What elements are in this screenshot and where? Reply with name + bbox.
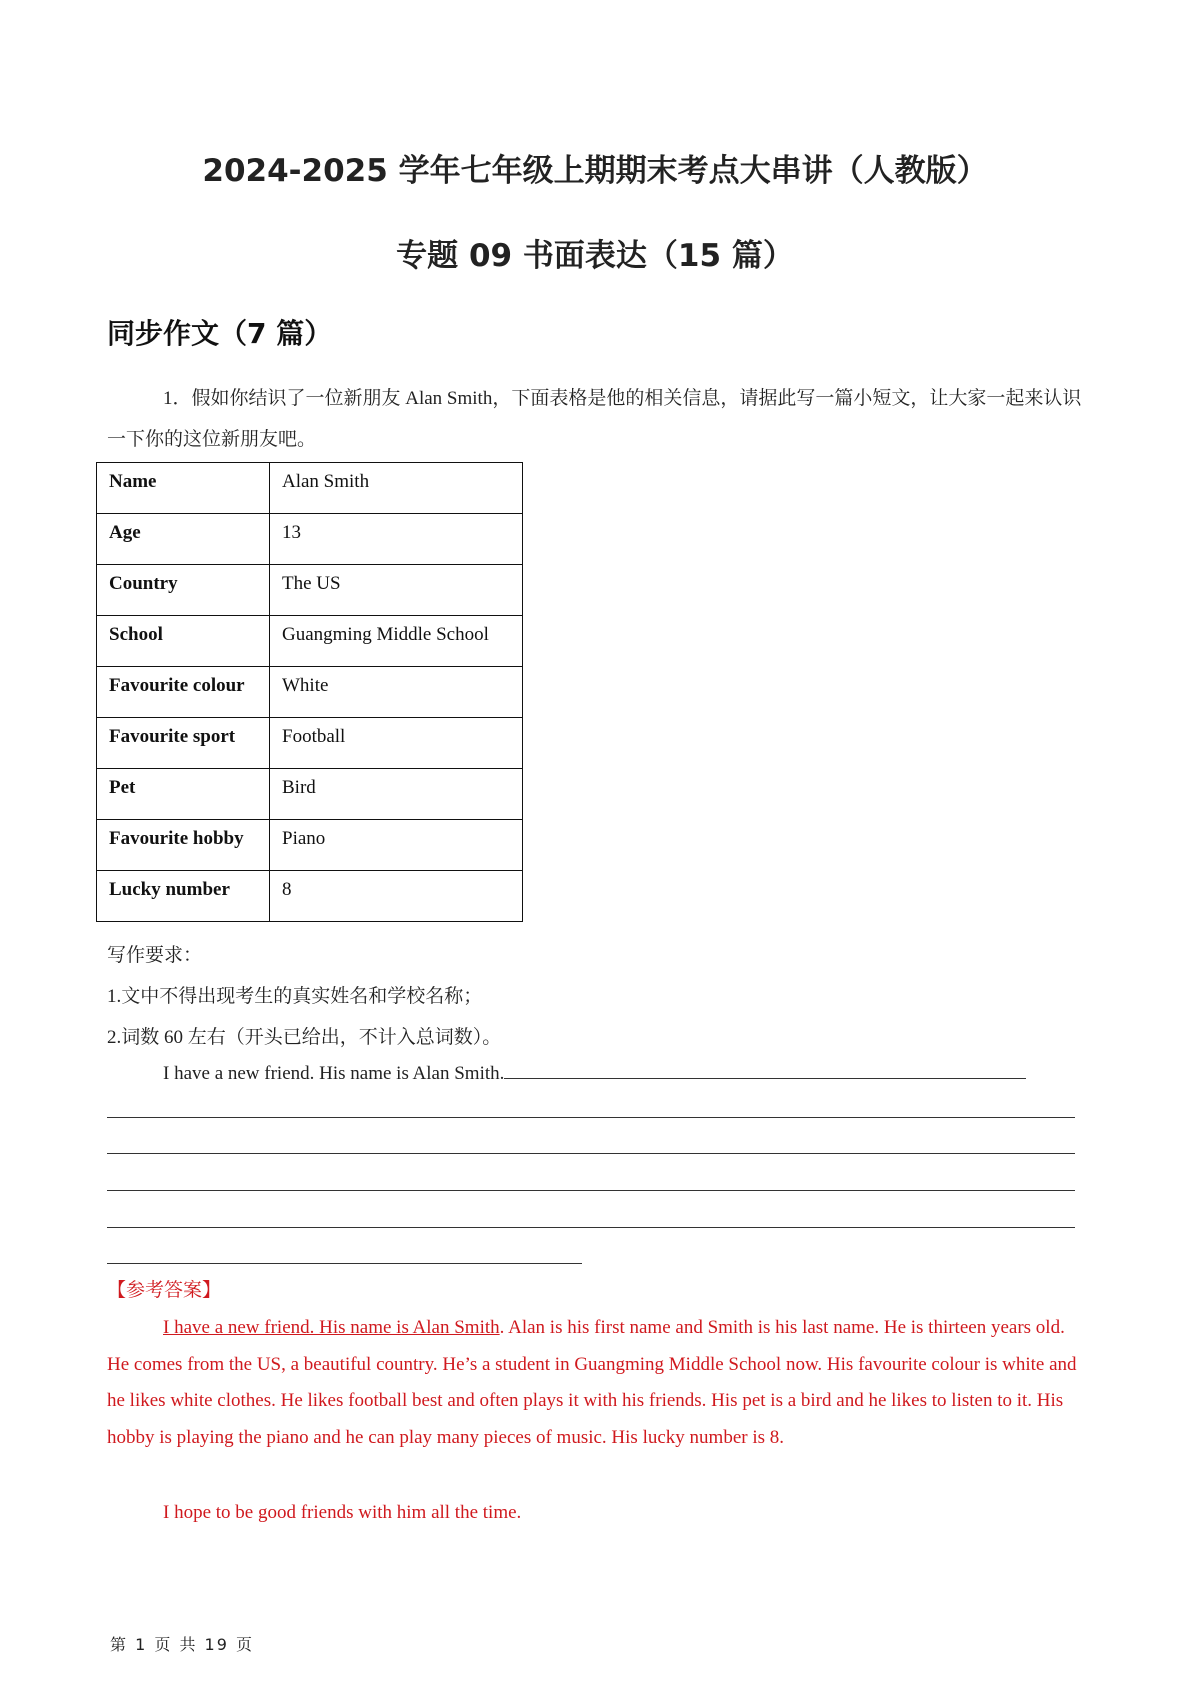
answer-line[interactable] <box>107 1117 1075 1118</box>
table-value-cell: Guangming Middle School <box>270 616 523 667</box>
question-text: 1．假如你结识了一位新朋友 Alan Smith，下面表格是他的相关信息，请据此写一篇小短文，让大家一起来认识一下你的这位新朋友吧。 <box>107 388 1082 450</box>
table-key-cell: School <box>97 616 270 667</box>
section-heading: 同步作文（7 篇） <box>107 317 333 350</box>
answer-line[interactable] <box>107 1190 1075 1191</box>
table-key-cell: Pet <box>97 769 270 820</box>
starter-sentence: I have a new friend. His name is Alan Smith. <box>163 1063 505 1084</box>
answer-closing: I hope to be good friends with him all the time. <box>163 1502 522 1523</box>
table-row <box>97 769 523 820</box>
table-row <box>97 565 523 616</box>
table-key-cell: Name <box>97 463 270 514</box>
answer-label: 【参考答案】 <box>107 1279 222 1301</box>
answer-line[interactable] <box>107 1227 1075 1228</box>
table-key-cell: Favourite sport <box>97 718 270 769</box>
requirement-item: 1.文中不得出现考生的真实姓名和学校名称； <box>107 986 483 1007</box>
table-value-cell: The US <box>270 565 523 616</box>
table-row <box>97 514 523 565</box>
info-table <box>96 462 523 922</box>
answer-body: . Alan is his first name and Smith is his last name. He is thirteen years old. He comes from the US, a beautiful country. He’s a student in Guangming Middle School now. His favourite colour is white and he likes white clothes. He likes football best and often plays it with his friends. His pet is a bird and he likes to listen to it. His hobby is playing the piano and he can play many pieces of music. His lucky number is 8. <box>107 1317 1077 1448</box>
table-value-cell: Bird <box>270 769 523 820</box>
answer-line[interactable] <box>107 1153 1075 1154</box>
table-value-cell: Alan Smith <box>270 463 523 514</box>
answer-paragraph <box>107 1310 1083 1456</box>
answer-underlined-starter: I have a new friend. His name is Alan Smith <box>163 1317 500 1338</box>
table-row <box>97 871 523 922</box>
table-key-cell: Country <box>97 565 270 616</box>
table-value-cell: 13 <box>270 514 523 565</box>
page-footer: 第 1 页 共 19 页 <box>110 1635 254 1654</box>
table-value-cell: Piano <box>270 820 523 871</box>
table-key-cell: Favourite hobby <box>97 820 270 871</box>
document-title: 2024-2025 学年七年级上期期末考点大串讲（人教版） <box>202 153 988 189</box>
table-row <box>97 667 523 718</box>
requirement-item: 2.词数 60 左右（开头已给出，不计入总词数）。 <box>107 1027 502 1048</box>
table-row <box>97 820 523 871</box>
table-key-cell: Lucky number <box>97 871 270 922</box>
table-row <box>97 616 523 667</box>
table-row <box>97 718 523 769</box>
requirements-heading: 写作要求： <box>107 945 203 966</box>
answer-blank[interactable] <box>504 1058 1026 1079</box>
table-value-cell: 8 <box>270 871 523 922</box>
document-subtitle: 专题 09 书面表达（15 篇） <box>396 238 794 274</box>
table-row <box>97 463 523 514</box>
answer-line[interactable] <box>107 1263 582 1264</box>
writing-starter <box>107 1058 1083 1089</box>
table-value-cell: White <box>270 667 523 718</box>
table-key-cell: Favourite colour <box>97 667 270 718</box>
table-value-cell: Football <box>270 718 523 769</box>
table-key-cell: Age <box>97 514 270 565</box>
